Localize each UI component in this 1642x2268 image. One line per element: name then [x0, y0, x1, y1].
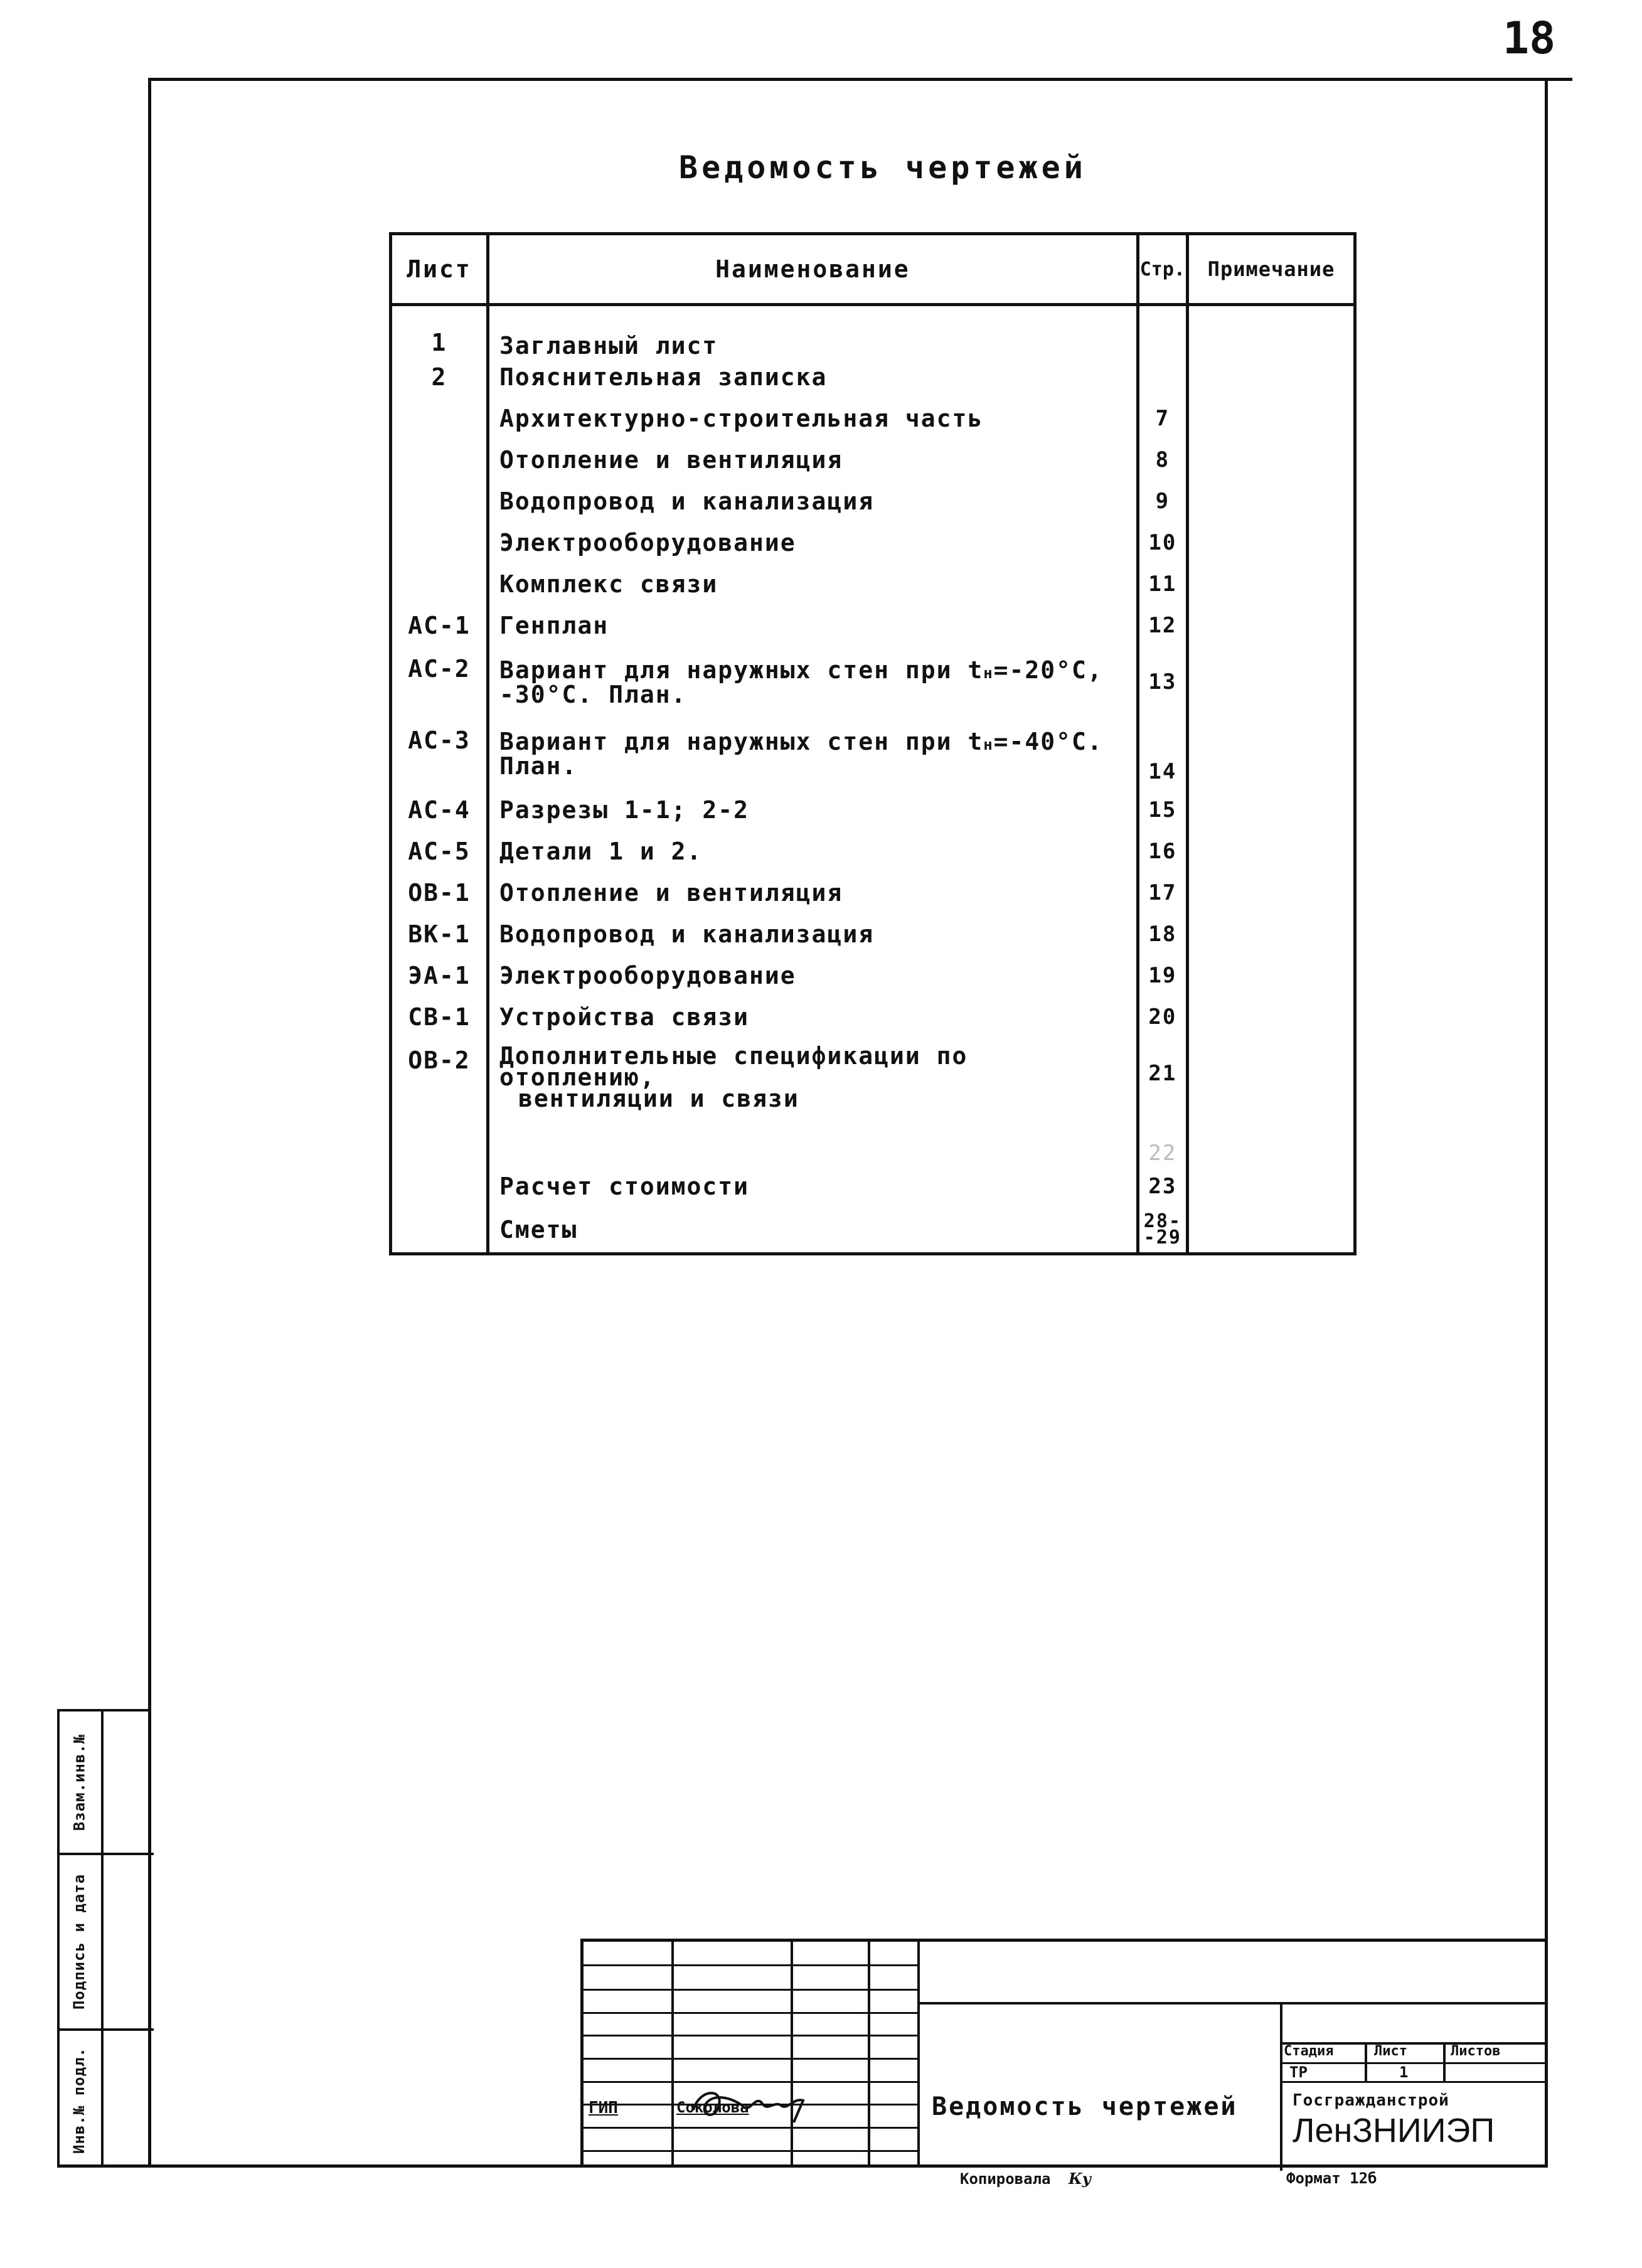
cell-sheet: АС-4	[391, 789, 488, 831]
cell-page: 20	[1138, 996, 1187, 1038]
cell-sheet	[391, 563, 488, 605]
table-row	[391, 1109, 1355, 1166]
cell-name: Электрооборудование	[488, 955, 1138, 996]
table-row	[391, 718, 1355, 789]
cell-note	[1188, 831, 1355, 872]
table-row	[391, 305, 1355, 357]
table-row	[391, 789, 1355, 831]
cell-sheet: АС-1	[391, 605, 488, 646]
table-row	[391, 646, 1355, 718]
org-line1: Госгражданстрой	[1293, 2091, 1449, 2110]
table-row	[391, 996, 1355, 1038]
table-row	[391, 955, 1355, 996]
cell-page: 17	[1138, 872, 1187, 913]
table-row	[391, 481, 1355, 522]
header-sheet: Лист	[391, 234, 488, 305]
frame-top-line	[148, 78, 1572, 81]
cell-sheet	[391, 439, 488, 481]
cell-note	[1188, 1038, 1355, 1109]
cell-page: 11	[1138, 563, 1187, 605]
cell-note	[1188, 718, 1355, 789]
org-line2: ЛенЗНИИЭП	[1293, 2112, 1495, 2149]
cell-name: Генплан	[488, 605, 1138, 646]
cell-sheet: АС-5	[391, 831, 488, 872]
cell-name: Заглавный лист	[488, 305, 1138, 357]
cell-name: Комплекс связи	[488, 563, 1138, 605]
cell-page	[1138, 305, 1187, 357]
cell-sheet: АС-2	[391, 646, 488, 718]
cell-note	[1188, 1207, 1355, 1254]
cell-page: 9	[1138, 481, 1187, 522]
cell-note	[1188, 789, 1355, 831]
header-name: Наименование	[488, 234, 1138, 305]
cell-note	[1188, 398, 1355, 439]
name-text: =-40°С.	[993, 727, 1103, 755]
drawings-list-table	[389, 232, 1357, 1255]
cell-sheet: ОВ-2	[391, 1038, 488, 1109]
table-row	[391, 398, 1355, 439]
cell-note	[1188, 872, 1355, 913]
cell-note	[1188, 563, 1355, 605]
role-label: ГИП	[589, 2099, 618, 2117]
page-line2: -29	[1143, 1227, 1181, 1248]
format-label: Формат 12б	[1286, 2170, 1377, 2187]
cell-sheet: ВК-1	[391, 913, 488, 955]
cell-page: 22	[1138, 1109, 1187, 1166]
cell-page: 16	[1138, 831, 1187, 872]
cell-sheet	[391, 398, 488, 439]
name-line2: План.	[499, 752, 578, 780]
cell-note	[1188, 481, 1355, 522]
table-row	[391, 831, 1355, 872]
cell-page: 23	[1138, 1166, 1187, 1207]
copied-label: Копировала	[960, 2170, 1051, 2188]
title-block	[580, 1939, 1548, 2168]
cell-sheet: ЭА-1	[391, 955, 488, 996]
table-header-row	[391, 234, 1355, 305]
margin-stamp-strip	[57, 1709, 151, 2168]
cell-note	[1188, 1166, 1355, 1207]
cell-page	[1138, 1207, 1187, 1254]
cell-name: Устройства связи	[488, 996, 1138, 1038]
table-row	[391, 605, 1355, 646]
table-row	[391, 522, 1355, 563]
cell-page: 14	[1138, 718, 1187, 789]
cell-sheet	[391, 481, 488, 522]
table-row	[391, 1207, 1355, 1254]
cell-note	[1188, 522, 1355, 563]
table-row	[391, 439, 1355, 481]
surname-label: Соколова	[676, 2099, 749, 2116]
cell-note	[1188, 996, 1355, 1038]
cell-note	[1188, 605, 1355, 646]
cell-name: Электрооборудование	[488, 522, 1138, 563]
cell-name	[488, 646, 1138, 718]
copied-by: Ку	[1068, 2170, 1092, 2188]
table-row	[391, 1166, 1355, 1207]
table-row	[391, 913, 1355, 955]
cell-name: Отопление и вентиляция	[488, 872, 1138, 913]
podpis-data-label: Подпись и дата	[70, 1873, 88, 2010]
sheet-value: 1	[1399, 2063, 1409, 2081]
stage-label: Стадия	[1284, 2043, 1334, 2059]
cell-page: 10	[1138, 522, 1187, 563]
cell-page: 18	[1138, 913, 1187, 955]
vzam-inv-label: Взам.инв.№	[70, 1733, 88, 1831]
cell-name	[488, 718, 1138, 789]
stage-value: ТР	[1289, 2063, 1308, 2081]
cell-name: Отопление и вентиляция	[488, 439, 1138, 481]
name-line1: Дополнительные спецификации по отоплению,	[499, 1042, 968, 1091]
cell-page: 15	[1138, 789, 1187, 831]
sheets-label: Листов	[1451, 2043, 1501, 2059]
cell-name: Детали 1 и 2.	[488, 831, 1138, 872]
page-number: 18	[1503, 13, 1556, 64]
header-note: Примечание	[1188, 234, 1355, 305]
cell-sheet	[391, 1109, 488, 1166]
name-text: =-20°С,	[993, 656, 1103, 684]
cell-sheet	[391, 1166, 488, 1207]
cell-name: Пояснительная записка	[488, 356, 1138, 398]
name-line2: вентиляции и связи	[518, 1085, 799, 1112]
table-row	[391, 872, 1355, 913]
table-row	[391, 356, 1355, 398]
sheet-label: Лист	[1374, 2043, 1407, 2059]
cell-name: Водопровод и канализация	[488, 913, 1138, 955]
cell-page: 13	[1138, 646, 1187, 718]
subscript: н	[983, 664, 994, 682]
cell-name: Разрезы 1-1; 2-2	[488, 789, 1138, 831]
name-text: Вариант для наружных стен при t	[499, 727, 984, 755]
cell-sheet: СВ-1	[391, 996, 488, 1038]
cell-sheet	[391, 1207, 488, 1254]
header-page: Стр.	[1138, 234, 1187, 305]
subscript: н	[983, 735, 994, 753]
cell-note	[1188, 646, 1355, 718]
signature-icon	[687, 2082, 825, 2126]
cell-note	[1188, 913, 1355, 955]
cell-name	[488, 1038, 1138, 1112]
cell-page: 8	[1138, 439, 1187, 481]
frame-right-line	[1545, 78, 1548, 2167]
cell-name: Водопровод и канализация	[488, 481, 1138, 522]
cell-sheet: ОВ-1	[391, 872, 488, 913]
cell-sheet: 2	[391, 356, 488, 398]
cell-name: Архитектурно-строительная часть	[488, 398, 1138, 439]
cell-sheet: 1	[391, 305, 488, 357]
block-sheet-title: Ведомость чертежей	[932, 2092, 1238, 2121]
cell-note	[1188, 356, 1355, 398]
name-text: Вариант для наружных стен при t	[499, 656, 984, 684]
cell-sheet	[391, 522, 488, 563]
cell-page	[1138, 356, 1187, 398]
cell-note	[1188, 1109, 1355, 1166]
cell-page: 7	[1138, 398, 1187, 439]
page-line1: 28-	[1143, 1210, 1181, 1232]
cell-note	[1188, 439, 1355, 481]
copied-by-row	[960, 2170, 1091, 2188]
inv-podl-label: Инв.№ подл.	[70, 2047, 88, 2154]
cell-page: 19	[1138, 955, 1187, 996]
cell-page: 12	[1138, 605, 1187, 646]
cell-page: 21	[1138, 1038, 1187, 1109]
cell-name: Сметы	[488, 1207, 1138, 1254]
cell-name: Расчет стоимости	[488, 1166, 1138, 1207]
document-title: Ведомость чертежей	[679, 149, 1087, 186]
name-line2: -30°С. План.	[499, 680, 687, 708]
cell-sheet: АС-3	[391, 718, 488, 789]
table-row	[391, 563, 1355, 605]
table-row	[391, 1038, 1355, 1109]
cell-name	[488, 1109, 1138, 1166]
cell-note	[1188, 955, 1355, 996]
cell-note	[1188, 305, 1355, 357]
